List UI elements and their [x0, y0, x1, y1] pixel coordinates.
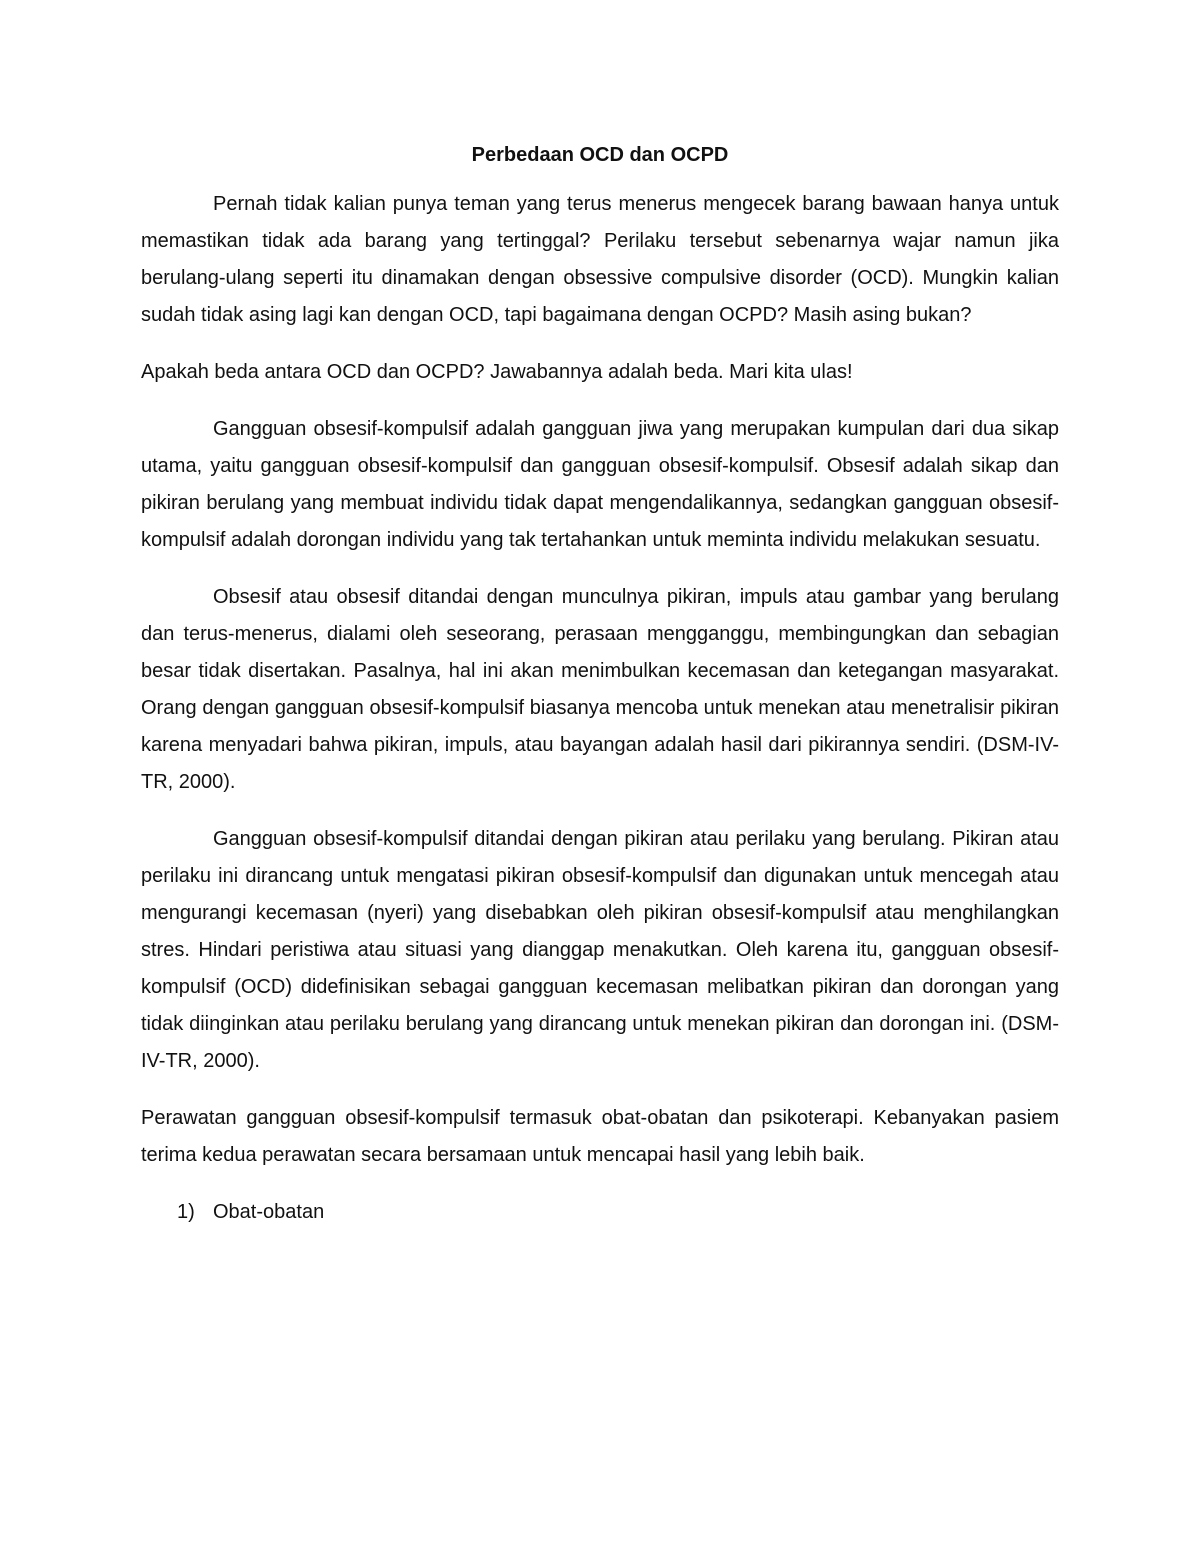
- paragraph-question: Apakah beda antara OCD dan OCPD? Jawabannya adalah beda. Mari kita ulas!: [141, 361, 853, 383]
- paragraph-intro: Pernah tidak kalian punya teman yang terus menerus mengecek barang bawaan hanya untuk memastikan tidak ada barang yang tertinggal? Perilaku tersebut sebenarnya wajar namun jika berulang-ulang seperti itu dinamakan dengan obsessive compulsive disorder (OCD). Mungkin kalian sudah tidak asing lagi kan dengan OCD, tapi bagaimana dengan OCPD? Masih asing bukan?: [141, 193, 1059, 326]
- document-title: Perbedaan OCD dan OCPD: [471, 144, 729, 166]
- list-item: [141, 1194, 1059, 1231]
- treatment-list: [141, 1194, 1059, 1231]
- document-body: [141, 140, 1059, 1231]
- paragraph-obsession: Obsesif atau obsesif ditandai dengan munculnya pikiran, impuls atau gambar yang berulang dan terus-menerus, dialami oleh seseorang, perasaan mengganggu, membingungkan dan sebagian besar tidak disertakan. Pasalnya, hal ini akan menimbulkan kecemasan dan ketegangan masyarakat. Orang dengan gangguan obsesif-kompulsif biasanya mencoba untuk menekan atau menetralisir pikiran karena menyadari bahwa pikiran, impuls, atau bayangan adalah hasil dari pikirannya sendiri. (DSM-IV-TR, 2000).: [141, 586, 1059, 793]
- list-item-label: Obat-obatan: [213, 1201, 325, 1223]
- paragraph-definition: Gangguan obsesif-kompulsif adalah gangguan jiwa yang merupakan kumpulan dari dua sikap utama, yaitu gangguan obsesif-kompulsif dan gangguan obsesif-kompulsif. Obsesif adalah sikap dan pikiran berulang yang membuat individu tidak dapat mengendalikannya, sedangkan gangguan obsesif-kompulsif adalah dorongan individu yang tak tertahankan untuk meminta individu melakukan sesuatu.: [141, 418, 1059, 551]
- paragraph-treatment: Perawatan gangguan obsesif-kompulsif termasuk obat-obatan dan psikoterapi. Kebanyakan pasiem terima kedua perawatan secara bersamaan untuk mencapai hasil yang lebih baik.: [141, 1107, 1059, 1166]
- paragraph-compulsion: Gangguan obsesif-kompulsif ditandai dengan pikiran atau perilaku yang berulang. Pikiran atau perilaku ini dirancang untuk mengatasi pikiran obsesif-kompulsif dan digunakan untuk mencegah atau mengurangi kecemasan (nyeri) yang disebabkan oleh pikiran obsesif-kompulsif atau menghilangkan stres. Hindari peristiwa atau situasi yang dianggap menakutkan. Oleh karena itu, gangguan obsesif-kompulsif (OCD) didefinisikan sebagai gangguan kecemasan melibatkan pikiran dan dorongan yang tidak diinginkan atau perilaku berulang yang dirancang untuk menekan pikiran dan dorongan ini. (DSM-IV-TR, 2000).: [141, 828, 1059, 1072]
- list-item-number: 1): [177, 1201, 195, 1223]
